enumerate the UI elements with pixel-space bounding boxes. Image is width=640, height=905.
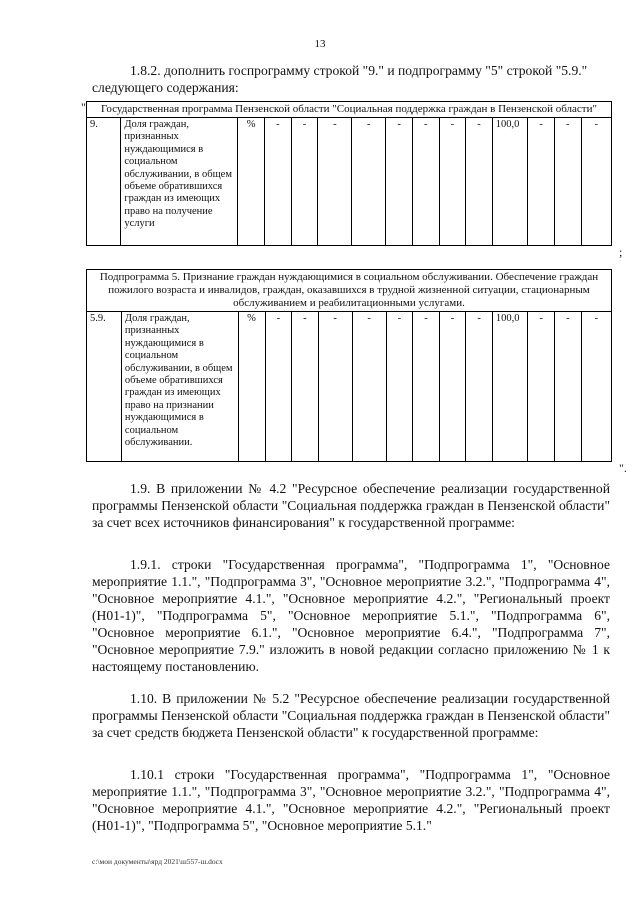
value-cell: - bbox=[318, 118, 352, 246]
intro-line-1: 1.8.2. дополнить госпрограмму строкой "9." и подпрограмму "5" строкой "5.9." bbox=[130, 63, 588, 78]
value-cell: - bbox=[386, 312, 413, 462]
value-cell: - bbox=[439, 312, 466, 462]
table-row bbox=[87, 118, 612, 246]
table-row bbox=[87, 312, 612, 462]
value-cell: - bbox=[413, 312, 440, 462]
value-cell: - bbox=[318, 312, 352, 462]
value-cell: - bbox=[291, 118, 318, 246]
value-cell: - bbox=[292, 312, 319, 462]
value-cell: - bbox=[265, 312, 292, 462]
value-cell: - bbox=[439, 118, 466, 246]
indicator-name: Доля граждан, признанных нуждающимися в социальном обслуживании, в общем объеме обратившихся граждан из имеющих право на получение услуги bbox=[121, 118, 238, 246]
unit: % bbox=[238, 312, 265, 462]
value-cell: - bbox=[554, 118, 581, 246]
row-number: 5.9. bbox=[87, 312, 122, 462]
value-cell: - bbox=[466, 312, 493, 462]
indicator-name: Доля граждан, признанных нуждающимися в социальном обслуживании, в общем объеме обратившихся граждан из имеющих право на признании нуждающимися в социальном обслуживании. bbox=[121, 312, 238, 462]
target-value: 100,0 bbox=[492, 312, 528, 462]
target-value: 100,0 bbox=[492, 118, 528, 246]
value-cell: - bbox=[412, 118, 439, 246]
value-cell: - bbox=[386, 118, 413, 246]
file-path-footer: c:\мои документы\ярд 2021\ш557-ш.docx bbox=[92, 857, 223, 866]
page-number: 13 bbox=[314, 38, 326, 50]
unit: % bbox=[238, 118, 265, 246]
table1-header: Государственная программа Пензенской области "Социальная поддержка граждан в Пензенской области" bbox=[87, 102, 612, 118]
value-cell: - bbox=[528, 312, 555, 462]
value-cell: - bbox=[581, 118, 611, 246]
table-state-program bbox=[86, 101, 612, 246]
value-cell: - bbox=[466, 118, 493, 246]
value-cell: - bbox=[265, 118, 292, 246]
value-cell: - bbox=[352, 312, 386, 462]
value-cell: - bbox=[528, 118, 555, 246]
value-cell: - bbox=[581, 312, 611, 462]
paragraph-1-10-1: 1.10.1 строки "Государственная программа", "Подпрограмма 1", "Основное мероприятие 1.1.", "Подпрограмма 3", "Основное мероприятие 3.2.", "Подпрограмма 4", "Основное мероприятие 4.1.", "Основное мероприятие 4.2.", "Региональный проект (Н01-1)", "Подпрограмма 5", "Основное мероприятие 5.1." bbox=[92, 767, 610, 833]
value-cell: - bbox=[555, 312, 582, 462]
paragraph-1-9-1: 1.9.1. строки "Государственная программа", "Подпрограмма 1", "Основное мероприятие 1.1.", "Подпрограмма 3", "Основное мероприятие 3.2.", "Подпрограмма 4", "Основное мероприятие 4.1.", "Основное мероприятие 4.2.", "Региональный проект (Н01-1)", "Подпрограмма 5", "Основное мероприятие 5.1.", "Подпрограмма 6", "Основное мероприятие 6.1.", "Основное мероприятие 6.4.", "Подпрограмма 7", "Основное мероприятие 7.9." изложить в новой редакции согласно приложению № 1 к настоящему постановлению. bbox=[92, 557, 610, 674]
table-subprogram-5 bbox=[86, 269, 612, 462]
table2-header: Подпрограмма 5. Признание граждан нуждающимися в социальном обслуживании. Обеспечение граждан пожилого возраста и инвалидов, граждан, оказавшихся в трудной жизненной ситуации, стационарным обслуживанием и реабилитационными услугами. bbox=[87, 270, 612, 312]
semicolon: ; bbox=[619, 245, 623, 259]
paragraph-1-10: 1.10. В приложении № 5.2 "Ресурсное обеспечение реализации государственной программы Пензенской области "Социальная поддержка граждан в Пензенской области" за счет средств бюджета Пензенской области" к государственной программе: bbox=[92, 691, 610, 740]
intro-line-2: следующего содержания: bbox=[92, 80, 239, 95]
quote-open: " bbox=[81, 100, 86, 114]
paragraph-1-9: 1.9. В приложении № 4.2 "Ресурсное обеспечение реализации государственной программы Пензенской области "Социальная поддержка граждан в Пензенской области" за счет всех источников финансирования" к государственной программе: bbox=[92, 481, 610, 530]
value-cell: - bbox=[352, 118, 386, 246]
closing-quote: ". bbox=[619, 461, 627, 475]
row-number: 9. bbox=[87, 118, 121, 246]
